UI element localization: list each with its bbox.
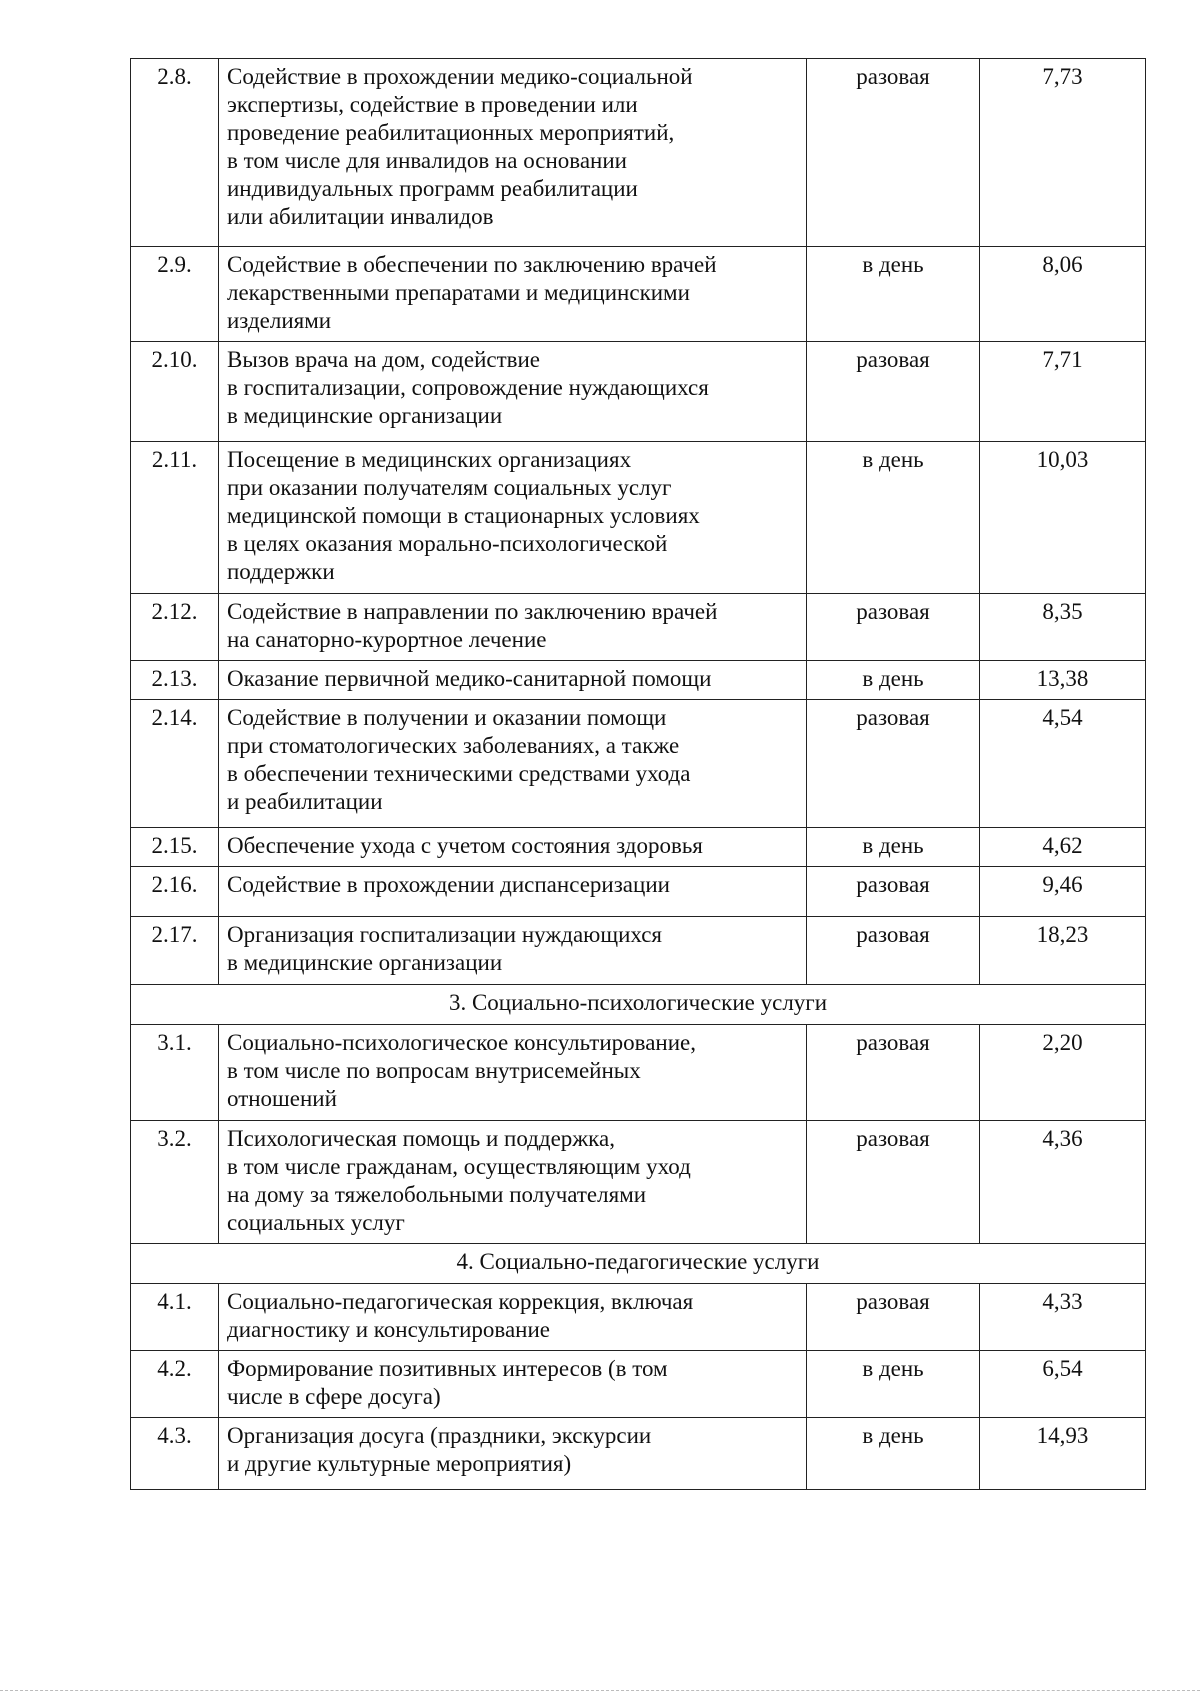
item-number: 3.1. <box>131 1025 219 1121</box>
item-number: 3.2. <box>131 1121 219 1244</box>
tariff-value: 9,46 <box>980 867 1146 917</box>
section-title: 4. Социально-педагогические услуги <box>131 1244 1146 1284</box>
service-name: Организация досуга (праздники, экскурсии и другие культурные мероприятия) <box>219 1418 807 1490</box>
tariff-value: 6,54 <box>980 1351 1146 1418</box>
document-page <box>130 58 1145 1490</box>
item-number: 2.9. <box>131 247 219 342</box>
service-name: Оказание первичной медико-санитарной помощи <box>219 661 807 700</box>
section-header-row <box>131 985 1146 1025</box>
service-name: Социально-педагогическая коррекция, включая диагностику и консультирование <box>219 1284 807 1351</box>
service-name: Содействие в прохождении медико-социальной экспертизы, содействие в проведении или проведение реабилитационных мероприятий, в том числе для инвалидов на основании индивидуальных программ реабилитации или абилитации инвалидов <box>219 59 807 247</box>
item-number: 4.1. <box>131 1284 219 1351</box>
service-name: Содействие в прохождении диспансеризации <box>219 867 807 917</box>
unit-of-service: в день <box>807 1351 980 1418</box>
table-row <box>131 1121 1146 1244</box>
table-row <box>131 1025 1146 1121</box>
unit-of-service: в день <box>807 828 980 867</box>
unit-of-service: разовая <box>807 1121 980 1244</box>
service-name: Посещение в медицинских организациях при оказании получателям социальных услуг медицинской помощи в стационарных условиях в целях оказания морально-психологической поддержки <box>219 442 807 594</box>
service-name: Вызов врача на дом, содействие в госпитализации, сопровождение нуждающихся в медицинские организации <box>219 342 807 442</box>
table-row <box>131 1284 1146 1351</box>
service-name: Содействие в обеспечении по заключению врачей лекарственными препаратами и медицинскими изделиями <box>219 247 807 342</box>
table-row <box>131 661 1146 700</box>
tariff-value: 8,35 <box>980 594 1146 661</box>
item-number: 2.14. <box>131 700 219 828</box>
table-row <box>131 1351 1146 1418</box>
table-row <box>131 867 1146 917</box>
tariff-value: 10,03 <box>980 442 1146 594</box>
tariff-value: 4,36 <box>980 1121 1146 1244</box>
item-number: 4.3. <box>131 1418 219 1490</box>
service-name: Организация госпитализации нуждающихся в медицинские организации <box>219 917 807 985</box>
item-number: 2.17. <box>131 917 219 985</box>
unit-of-service: разовая <box>807 59 980 247</box>
section-header-row <box>131 1244 1146 1284</box>
item-number: 2.11. <box>131 442 219 594</box>
service-name: Психологическая помощь и поддержка, в том числе гражданам, осуществляющим уход на дому за тяжелобольными получателями социальных услуг <box>219 1121 807 1244</box>
table-row <box>131 247 1146 342</box>
tariff-value: 2,20 <box>980 1025 1146 1121</box>
table-row <box>131 59 1146 247</box>
item-number: 2.15. <box>131 828 219 867</box>
table-row <box>131 700 1146 828</box>
tariff-value: 7,71 <box>980 342 1146 442</box>
unit-of-service: разовая <box>807 867 980 917</box>
service-name: Содействие в получении и оказании помощи при стоматологических заболеваниях, а также в обеспечении техническими средствами ухода и реабилитации <box>219 700 807 828</box>
unit-of-service: в день <box>807 661 980 700</box>
service-name: Социально-психологическое консультирование, в том числе по вопросам внутрисемейных отношений <box>219 1025 807 1121</box>
item-number: 2.13. <box>131 661 219 700</box>
unit-of-service: разовая <box>807 700 980 828</box>
service-name: Обеспечение ухода с учетом состояния здоровья <box>219 828 807 867</box>
unit-of-service: разовая <box>807 342 980 442</box>
tariff-value: 4,54 <box>980 700 1146 828</box>
tariff-value: 8,06 <box>980 247 1146 342</box>
service-name: Содействие в направлении по заключению врачей на санаторно-курортное лечение <box>219 594 807 661</box>
unit-of-service: разовая <box>807 594 980 661</box>
item-number: 2.16. <box>131 867 219 917</box>
unit-of-service: в день <box>807 442 980 594</box>
item-number: 4.2. <box>131 1351 219 1418</box>
unit-of-service: разовая <box>807 1284 980 1351</box>
tariff-value: 13,38 <box>980 661 1146 700</box>
item-number: 2.12. <box>131 594 219 661</box>
unit-of-service: разовая <box>807 1025 980 1121</box>
tariff-value: 14,93 <box>980 1418 1146 1490</box>
unit-of-service: в день <box>807 1418 980 1490</box>
tariff-value: 4,33 <box>980 1284 1146 1351</box>
item-number: 2.8. <box>131 59 219 247</box>
tariff-value: 4,62 <box>980 828 1146 867</box>
tariff-value: 7,73 <box>980 59 1146 247</box>
item-number: 2.10. <box>131 342 219 442</box>
section-title: 3. Социально-психологические услуги <box>131 985 1146 1025</box>
table-row <box>131 442 1146 594</box>
page-bottom-edge <box>0 1690 1200 1691</box>
table-row <box>131 917 1146 985</box>
table-row <box>131 828 1146 867</box>
services-tariff-table <box>130 58 1146 1490</box>
unit-of-service: в день <box>807 247 980 342</box>
table-row <box>131 342 1146 442</box>
table-row <box>131 594 1146 661</box>
unit-of-service: разовая <box>807 917 980 985</box>
tariff-value: 18,23 <box>980 917 1146 985</box>
service-name: Формирование позитивных интересов (в том числе в сфере досуга) <box>219 1351 807 1418</box>
table-row <box>131 1418 1146 1490</box>
